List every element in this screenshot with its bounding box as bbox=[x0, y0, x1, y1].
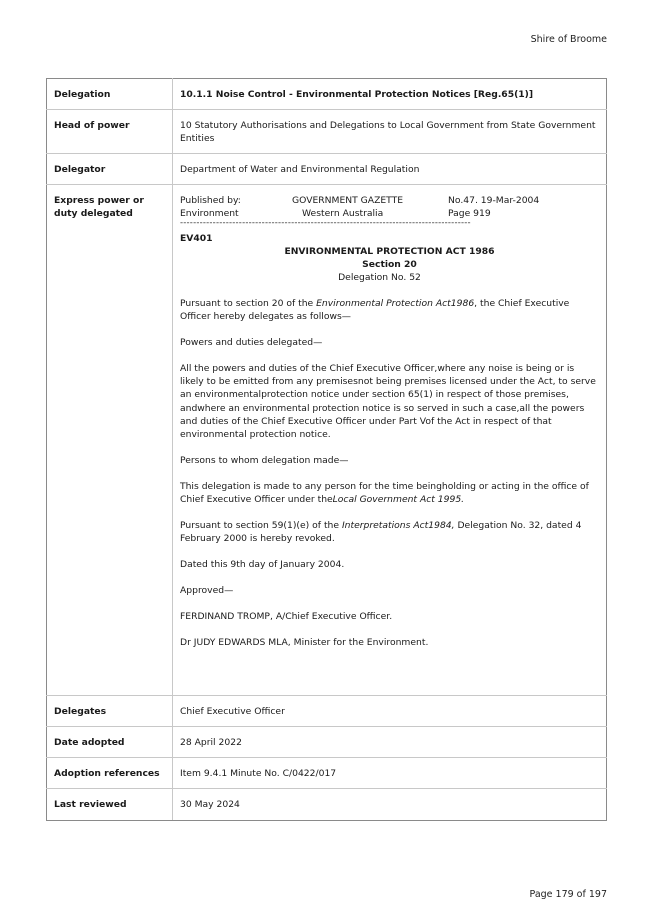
paragraph-pursuant: Pursuant to section 20 of the Environmental Protection Act1986, the Chief Executive Officer hereby delegates as follows— bbox=[180, 298, 570, 323]
page-number: Page 179 of 197 bbox=[529, 889, 607, 900]
delegates-value: Chief Executive Officer bbox=[173, 696, 607, 727]
paragraph-dated: Dated this 9th day of January 2004. bbox=[180, 559, 345, 570]
express-power-value bbox=[173, 185, 607, 696]
delegation-value: 10.1.1 Noise Control - Environmental Protection Notices [Reg.65(1)] bbox=[173, 79, 607, 110]
publication-details bbox=[180, 194, 599, 220]
paragraph-persons: This delegation is made to any person for the time beingholding or acting in the office of Chief Executive Officer under theLocal Government Act 1995. bbox=[180, 480, 589, 505]
express-power-label: Express power or duty delegated bbox=[47, 185, 173, 696]
row-delegates bbox=[47, 696, 607, 727]
paragraph-signatory-ceo: FERDINAND TROMP, A/Chief Executive Officer. bbox=[180, 611, 393, 623]
delegates-label: Delegates bbox=[47, 696, 173, 727]
row-adoption-references bbox=[47, 758, 607, 789]
paragraph-approved: Approved— bbox=[180, 585, 234, 597]
row-delegation bbox=[47, 79, 607, 110]
paragraph-signatory-minister: Dr JUDY EDWARDS MLA, Minister for the Environment. bbox=[180, 637, 429, 649]
act-title: ENVIRONMENTAL PROTECTION ACT 1986 bbox=[284, 245, 495, 257]
row-delegator bbox=[47, 154, 607, 185]
published-by-label: Published by: bbox=[180, 195, 241, 207]
gazette-number-date: No.47. 19-Mar-2004 bbox=[448, 195, 540, 207]
paragraph-powers-heading: Powers and duties delegated— bbox=[180, 337, 323, 349]
delegator-label: Delegator bbox=[47, 154, 173, 185]
adoption-references-label: Adoption references bbox=[47, 758, 173, 789]
delegator-value: Department of Water and Environmental Regulation bbox=[173, 154, 607, 185]
head-of-power-label: Head of power bbox=[47, 110, 173, 154]
adoption-references-value: Item 9.4.1 Minute No. C/0422/017 bbox=[173, 758, 607, 789]
row-head-of-power bbox=[47, 110, 607, 154]
delegation-number: Delegation No. 52 bbox=[338, 272, 421, 284]
gazette-state: Western Australia bbox=[302, 208, 384, 220]
row-last-reviewed bbox=[47, 789, 607, 820]
publisher-environment: Environment bbox=[180, 208, 239, 220]
act-section: Section 20 bbox=[362, 259, 417, 270]
paragraph-revocation: Pursuant to section 59(1)(e) of the Interpretations Act1984, Delegation No. 32, dated 4 February 2000 is hereby revoked. bbox=[180, 519, 582, 544]
gazette-page: Page 919 bbox=[448, 208, 491, 220]
date-adopted-label: Date adopted bbox=[47, 727, 173, 758]
gazette-title: GOVERNMENT GAZETTE bbox=[292, 195, 404, 207]
notice-code: EV401 bbox=[180, 232, 213, 244]
delegation-table bbox=[46, 78, 607, 821]
last-reviewed-label: Last reviewed bbox=[47, 789, 173, 820]
paragraph-powers: All the powers and duties of the Chief Executive Officer,where any noise is being or is likely to be emitted from any premisesnot being premises licensed under the Act, to serve an environmentalprotection notice under section 65(1) in respect of those premises, andwhere an environmental protection notice is so served in such a case,all the powers and duties of the Chief Executive Officer under Part Vof the Act in respect of that environmental protection notice. bbox=[180, 363, 596, 440]
paragraph-persons-heading: Persons to whom delegation made— bbox=[180, 454, 349, 466]
dashed-separator: ----------------------------------------------------------------------------------------- bbox=[180, 219, 471, 228]
head-of-power-value: 10 Statutory Authorisations and Delegations to Local Government from State Government Entities bbox=[173, 110, 607, 154]
header-organisation: Shire of Broome bbox=[530, 34, 607, 45]
row-express-power bbox=[47, 185, 607, 696]
date-adopted-value: 28 April 2022 bbox=[173, 727, 607, 758]
delegation-label: Delegation bbox=[47, 79, 173, 110]
row-date-adopted bbox=[47, 727, 607, 758]
last-reviewed-value: 30 May 2024 bbox=[173, 789, 607, 820]
